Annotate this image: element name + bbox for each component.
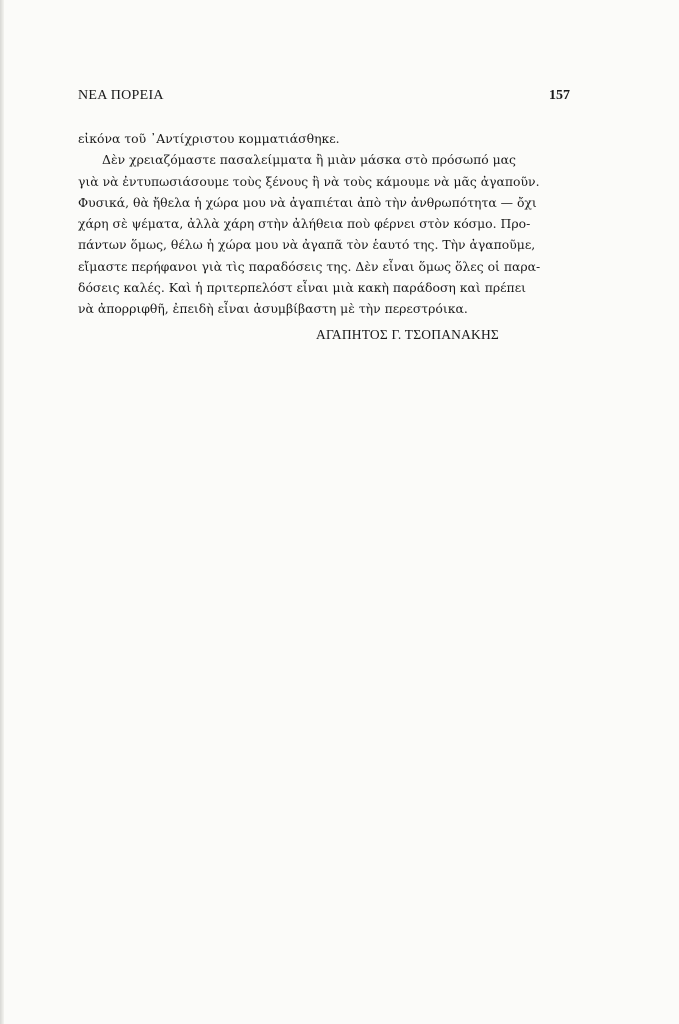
text-line: εἰκόνα τοῦ ᾽Αντίχριστου κομματιάσθηκε. [78,131,340,146]
page-number: 157 [549,88,570,103]
running-title: ΝΕΑ ΠΟΡΕΙΑ [78,88,164,103]
author-signature: ΑΓΑΠΗΤΟΣ Γ. ΤΣΟΠΑΝΑΚΗΣ [316,327,499,342]
body-text [78,128,574,320]
page-edge [0,0,4,1024]
text-line: γιὰ νὰ ἐντυπωσιάσουμε τοὺς ξένους ἢ νὰ τοὺς κάμουμε νὰ μᾶς ἀγαποῦν. [78,173,540,189]
text-line: νὰ ἀπορριφθῆ, ἐπειδὴ εἶναι ἀσυμβίβαστη μὲ τὴν περεστρόικα. [78,301,468,317]
text-line: πάντων ὅμως, θέλω ἡ χώρα μου νὰ ἀγαπᾶ τὸν ἑαυτό της. Τὴν ἀγαποῦμε, [78,237,536,253]
text-line: Φυσικά, θὰ ἤθελα ἡ χώρα μου νὰ ἀγαπιέται ἀπὸ τὴν ἀνθρωπότητα — ὄχι [78,194,537,210]
text-line: εἴμαστε περήφανοι γιὰ τὶς παραδόσεις της. Δὲν εἶναι ὅμως ὅλες οἱ παρα- [78,258,541,274]
text-line: χάρη σὲ ψέματα, ἀλλὰ χάρη στὴν ἀλήθεια ποὺ φέρνει στὸν κόσμο. Προ- [78,216,531,232]
text-line: δόσεις καλές. Καὶ ἡ πριτερπελόστ εἶναι μιὰ κακὴ παράδοση καὶ πρέπει [78,280,526,296]
running-head [78,88,570,108]
text-line: Δὲν χρειαζόμαστε πασαλείμματα ἢ μιὰν μάσκα στὸ πρόσωπό μας [102,152,516,168]
